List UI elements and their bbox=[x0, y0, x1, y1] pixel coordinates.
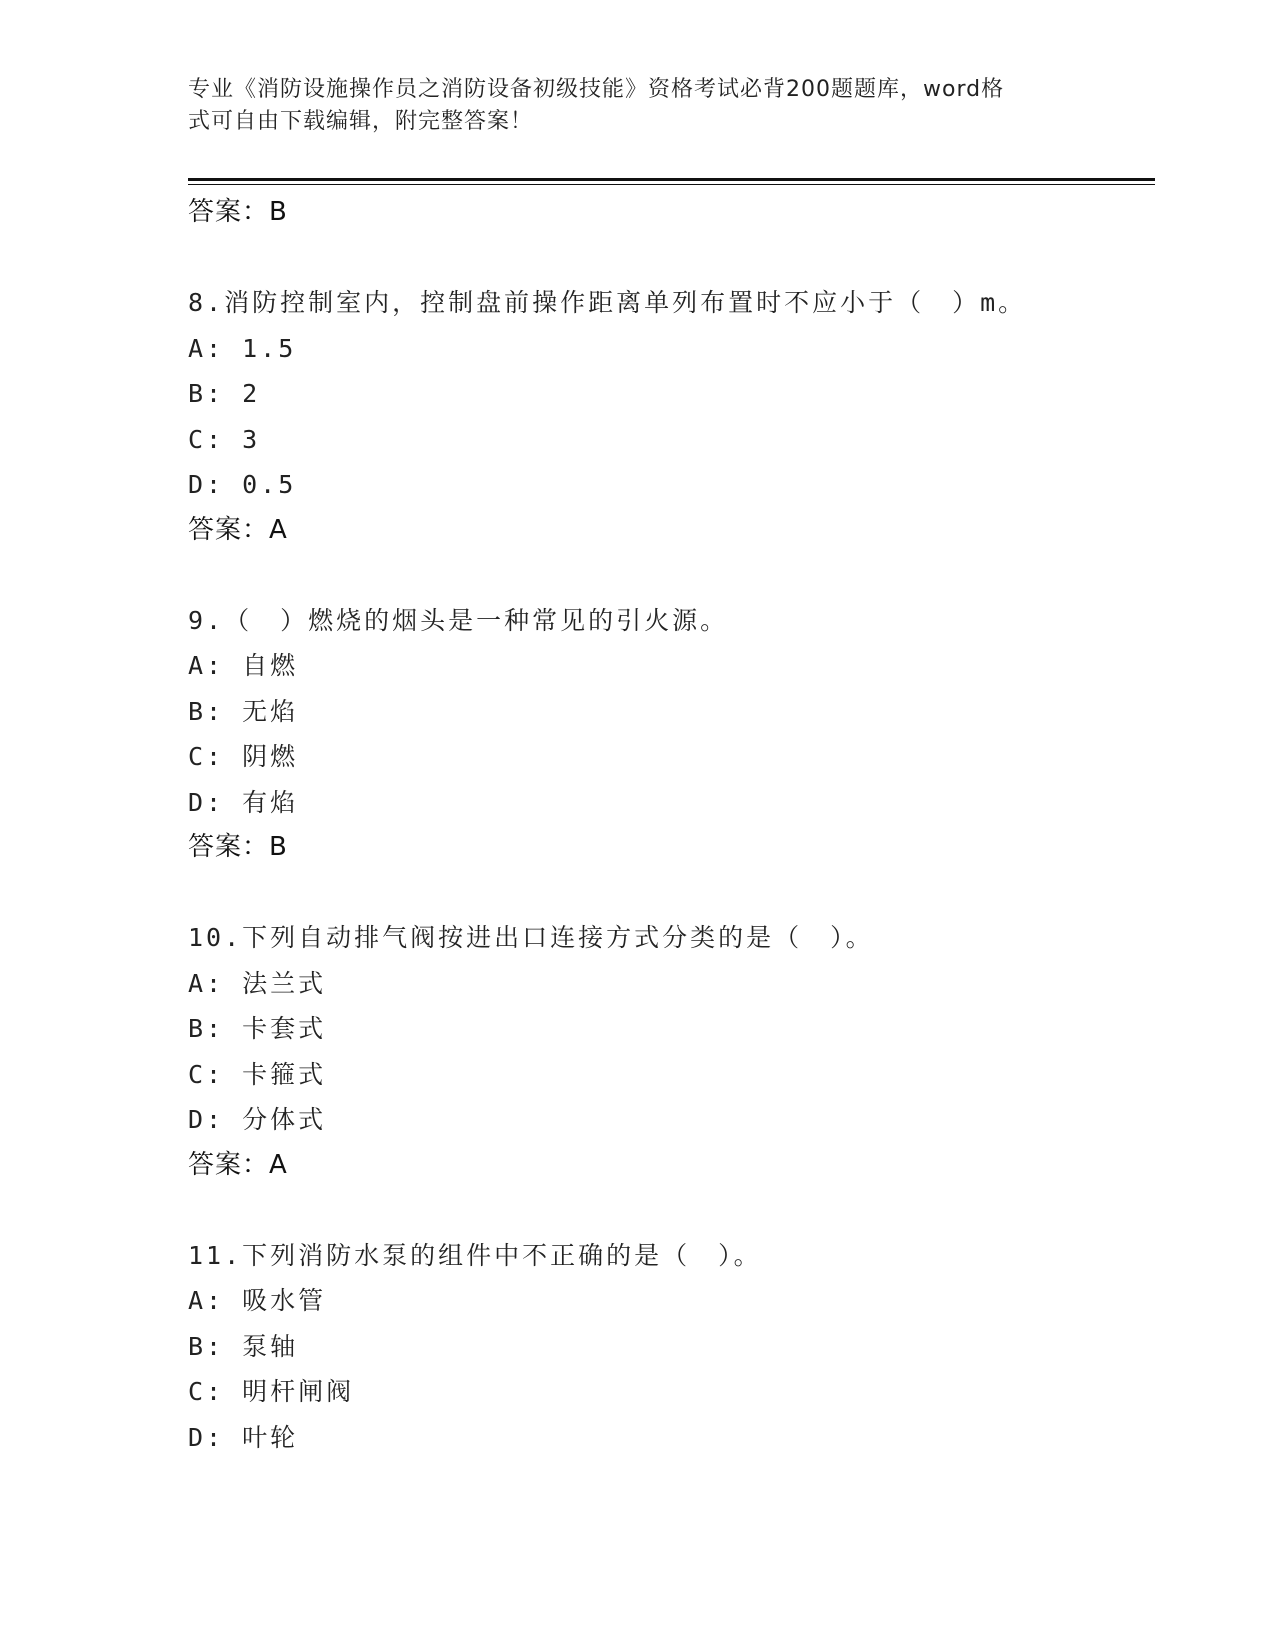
option-letter: C: bbox=[188, 424, 225, 454]
question-9 bbox=[188, 598, 1155, 870]
option-a bbox=[188, 643, 1155, 689]
header-divider-thin bbox=[188, 184, 1155, 185]
question-stem: 10.下列自动排气阀按进出口连接方式分类的是（ ）。 bbox=[188, 923, 874, 952]
option-text: 无焰 bbox=[242, 696, 299, 726]
question-11 bbox=[188, 1233, 1155, 1461]
option-b bbox=[188, 1324, 1155, 1370]
option-letter: C: bbox=[188, 1059, 225, 1089]
option-text: 阴燃 bbox=[242, 742, 299, 771]
option-text: 卡套式 bbox=[242, 1014, 327, 1043]
option-text: 叶轮 bbox=[242, 1422, 299, 1452]
option-text: 1.5 bbox=[242, 333, 297, 363]
question-stem: 8.消防控制室内，控制盘前操作距离单列布置时不应小于（ ）m。 bbox=[188, 288, 1027, 317]
option-text: 2 bbox=[242, 379, 261, 408]
option-letter: C: bbox=[188, 1377, 225, 1406]
option-letter: D: bbox=[188, 1105, 225, 1134]
previous-answer: 答案：B bbox=[188, 197, 288, 227]
option-a bbox=[188, 326, 1155, 372]
option-letter: B: bbox=[188, 1014, 225, 1043]
option-text: 吸水管 bbox=[242, 1286, 327, 1315]
question-list bbox=[188, 190, 1155, 1460]
option-d bbox=[188, 462, 1155, 508]
option-letter: A: bbox=[188, 1286, 225, 1315]
option-letter: A: bbox=[188, 333, 225, 363]
option-text: 泵轴 bbox=[242, 1331, 299, 1361]
answer-label: 答案：A bbox=[188, 514, 288, 545]
option-text: 3 bbox=[242, 424, 261, 454]
option-d bbox=[188, 1415, 1155, 1461]
option-text: 有焰 bbox=[242, 787, 299, 817]
option-b bbox=[188, 689, 1155, 735]
header-line-2: 式可自由下载编辑，附完整答案！ bbox=[188, 109, 534, 134]
option-b bbox=[188, 1006, 1155, 1052]
option-letter: A: bbox=[188, 651, 225, 680]
header-divider-thick bbox=[188, 178, 1155, 181]
option-letter: C: bbox=[188, 742, 225, 771]
question-stem: 9.（ ）燃烧的烟头是一种常见的引火源。 bbox=[188, 605, 729, 635]
option-c bbox=[188, 1369, 1155, 1415]
option-text: 法兰式 bbox=[242, 968, 327, 998]
answer-label: 答案：B bbox=[188, 832, 288, 862]
option-c bbox=[188, 417, 1155, 463]
option-letter: A: bbox=[188, 968, 225, 998]
option-letter: B: bbox=[188, 696, 225, 726]
option-text: 0.5 bbox=[242, 470, 297, 499]
option-a bbox=[188, 961, 1155, 1007]
option-d bbox=[188, 780, 1155, 826]
option-c bbox=[188, 734, 1155, 780]
document-header bbox=[188, 74, 1068, 138]
option-text: 分体式 bbox=[242, 1105, 327, 1134]
option-text: 明杆闸阀 bbox=[242, 1377, 355, 1406]
option-letter: D: bbox=[188, 470, 225, 499]
option-text: 卡箍式 bbox=[242, 1059, 327, 1089]
question-stem: 11.下列消防水泵的组件中不正确的是（ ）。 bbox=[188, 1240, 762, 1270]
option-letter: B: bbox=[188, 1331, 225, 1361]
option-letter: D: bbox=[188, 787, 225, 817]
header-line-1: 专业《消防设施操作员之消防设备初级技能》资格考试必背200题题库，word格 bbox=[188, 77, 1005, 102]
option-a bbox=[188, 1278, 1155, 1324]
option-letter: B: bbox=[188, 379, 225, 408]
option-text: 自燃 bbox=[242, 651, 299, 680]
option-c bbox=[188, 1052, 1155, 1098]
question-10 bbox=[188, 915, 1155, 1187]
question-8 bbox=[188, 280, 1155, 552]
option-d bbox=[188, 1097, 1155, 1143]
answer-label: 答案：A bbox=[188, 1149, 288, 1180]
option-b bbox=[188, 371, 1155, 417]
option-letter: D: bbox=[188, 1422, 225, 1452]
